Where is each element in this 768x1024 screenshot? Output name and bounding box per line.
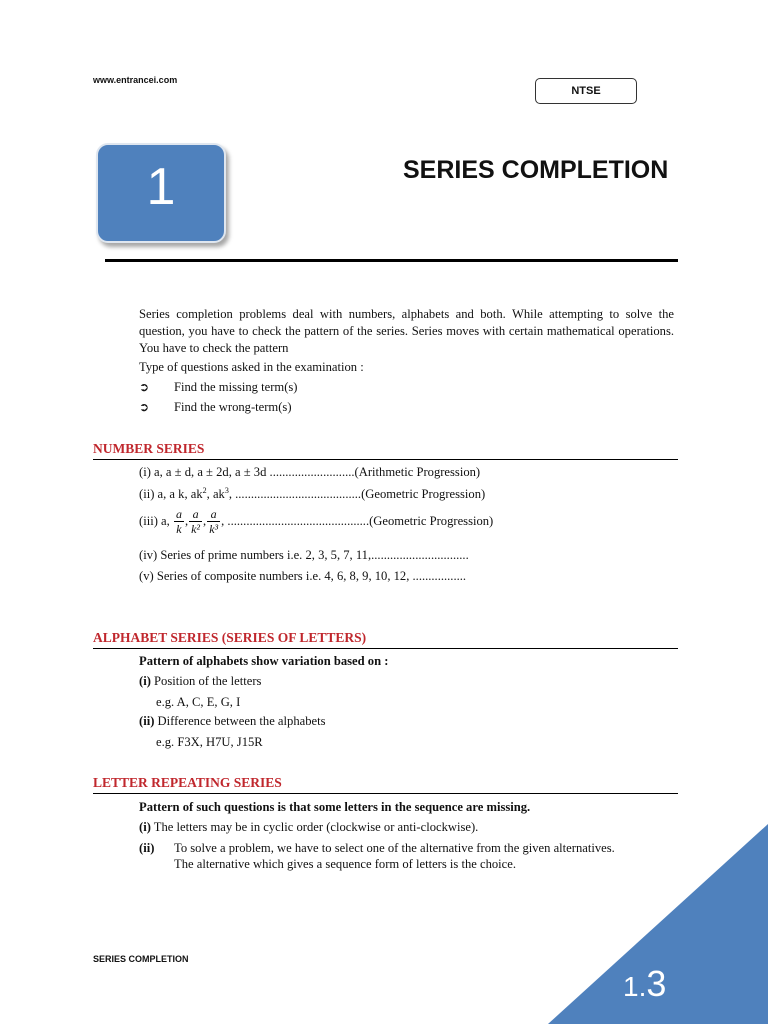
fraction-numerator: a (210, 507, 217, 521)
letter-repeating-lead: Pattern of such questions is that some letters in the sequence are missing. (139, 800, 531, 814)
section-heading-number-series: NUMBER SERIES (93, 441, 205, 456)
alphabet-series-item-ii (139, 714, 326, 729)
page-number-suffix: 3 (646, 963, 667, 1004)
alphabet-series-example-ii: e.g. F3X, H7U, J15R (156, 735, 263, 749)
fraction-denominator: k (174, 521, 184, 536)
letter-repeating-item-ii-line1: To solve a problem, we have to select one of the alternative from the given alternatives. (174, 841, 615, 855)
item-iii-prefix: (iii) a, (139, 514, 170, 528)
letter-repeating-item-ii-label: (ii) (139, 841, 155, 855)
fraction (189, 507, 202, 536)
item-ii-mid: , ak (206, 487, 225, 502)
item-ii-suffix: , ........................................(Geometric Progression) (228, 487, 486, 502)
section-heading-alphabet-series: ALPHABET SERIES (SERIES OF LETTERS) (93, 630, 367, 645)
fraction-numerator: a (175, 507, 182, 521)
exam-tag: NTSE (535, 78, 637, 104)
number-series-item-i: (i) a, a ± d, a ± 2d, a ± 3d ...........................(Arithmetic Progression) (139, 465, 481, 479)
number-series-item-v: (v) Series of composite numbers i.e. 4, 6, 8, 9, 10, 12, ................. (139, 569, 467, 583)
bullet-item: Find the missing term(s) (174, 380, 298, 394)
item-ii-sup2: 3 (224, 486, 229, 495)
number-series-item-ii (139, 486, 485, 502)
footer-label: SERIES COMPLETION (93, 954, 189, 964)
arrow-bullet-icon: ➲ (139, 400, 150, 414)
site-url[interactable]: www.entrancei.com (93, 75, 178, 85)
alphabet-series-item-i (139, 674, 261, 689)
chapter-number: 1 (146, 158, 176, 216)
alphabet-series-lead: Pattern of alphabets show variation based on : (139, 654, 389, 668)
section-divider (93, 793, 678, 794)
item-label: (ii) (139, 714, 155, 728)
letter-repeating-item-i (139, 820, 478, 835)
title-divider (105, 259, 678, 262)
page-number-prefix: 1. (623, 971, 647, 1002)
item-ii-sup1: 2 (202, 486, 207, 495)
fraction-denominator: k³ (209, 522, 219, 536)
number-series-item-iii: (iii) a, $\frac{a}{k}$ , $\frac{a}{\text{k²}}$ , $\frac{a}{\text{k³}}$ , .............................................(Geometric Progression) (139, 507, 494, 536)
fraction-numerator: a (192, 507, 199, 521)
types-label: Type of questions asked in the examination : (139, 360, 364, 374)
chapter-number-box (96, 143, 226, 243)
item-label: (i) (139, 820, 151, 834)
item-text: Difference between the alphabets (154, 714, 326, 728)
letter-repeating-item-ii-line2: The alternative which gives a sequence form of letters is the choice. (174, 857, 516, 871)
fraction (174, 507, 184, 536)
fraction (207, 507, 220, 536)
bullet-item: Find the wrong-term(s) (174, 400, 292, 414)
number-series-item-iv: (iv) Series of prime numbers i.e. 2, 3, 5, 7, 11,............................... (139, 548, 469, 562)
item-ii-prefix: (ii) a, a k, ak (139, 487, 203, 502)
section-divider (93, 648, 678, 649)
page-number (623, 963, 666, 1005)
item-iii-suffix: , .............................................(Geometric Progression) (221, 514, 494, 528)
section-divider (93, 459, 678, 460)
fraction-denominator: k² (191, 522, 201, 536)
item-label: (i) (139, 674, 151, 688)
alphabet-series-example-i: e.g. A, C, E, G, I (156, 695, 241, 709)
item-text: Position of the letters (150, 674, 262, 688)
section-heading-letter-repeating: LETTER REPEATING SERIES (93, 775, 282, 790)
item-text: The letters may be in cyclic order (clockwise or anti-clockwise). (150, 820, 479, 834)
page-title: SERIES COMPLETION (403, 156, 669, 184)
arrow-bullet-icon: ➲ (139, 380, 150, 394)
intro-paragraph: Series completion problems deal with numbers, alphabets and both. While attempting to solve the question, you have to check the pattern of the series. Series moves with certain mathematical operations. You have to check the pattern (139, 307, 674, 355)
